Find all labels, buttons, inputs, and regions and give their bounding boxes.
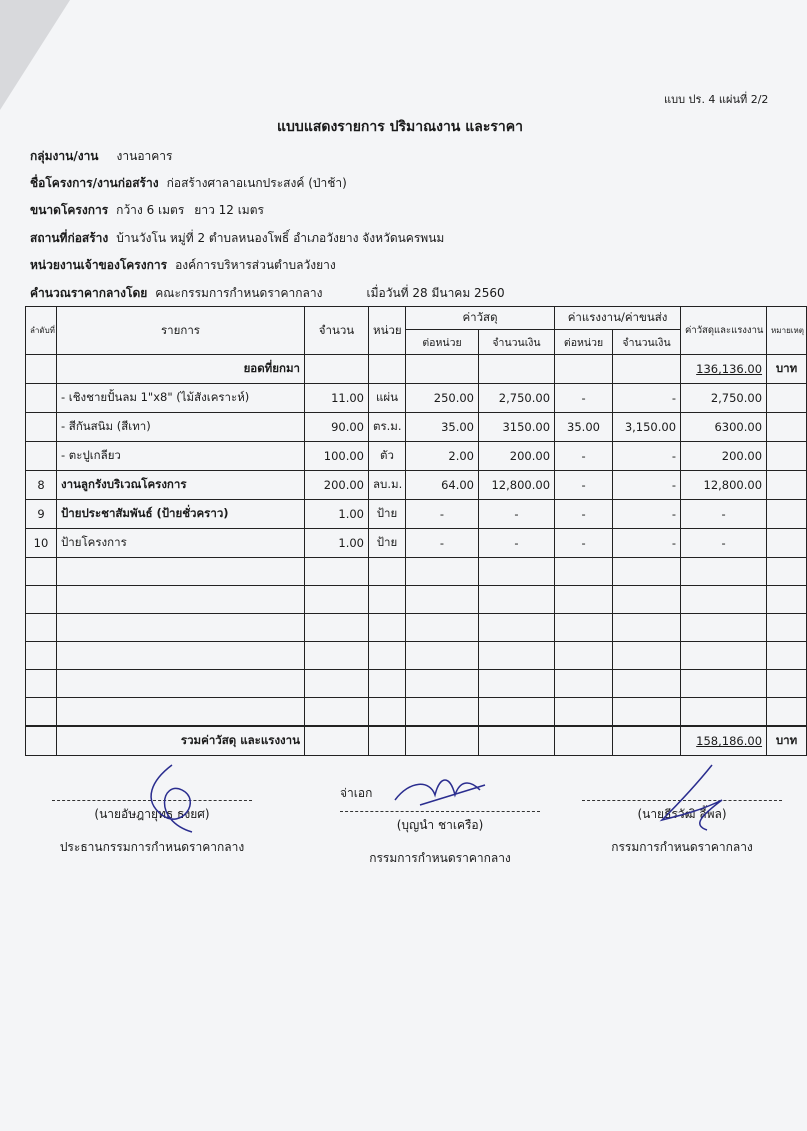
empty-cell xyxy=(479,670,555,698)
empty-cell xyxy=(767,698,807,727)
empty-row xyxy=(26,642,807,670)
empty-cell xyxy=(767,586,807,614)
empty-cell xyxy=(681,586,767,614)
cell-unit: ตร.ม. xyxy=(369,413,406,442)
empty-cell xyxy=(57,670,305,698)
cell-qty: 90.00 xyxy=(305,413,369,442)
size-label: ขนาดโครงการ xyxy=(30,203,109,217)
chairman-name: (นายอัษฎายุทธ ธงยศ) xyxy=(94,807,210,821)
empty-cell xyxy=(369,558,406,586)
cell-m-unit: - xyxy=(406,529,479,558)
empty-cell xyxy=(369,642,406,670)
empty-cell xyxy=(613,642,681,670)
empty-cell xyxy=(57,558,305,586)
empty-cell xyxy=(681,558,767,586)
gt-total: 158,186.00 xyxy=(696,734,763,748)
empty-row xyxy=(26,614,807,642)
site-label: สถานที่ก่อสร้าง xyxy=(30,231,109,245)
gt-label: รวมค่าวัสดุ และแรงงาน xyxy=(57,726,305,756)
info-calc xyxy=(30,284,505,303)
cell-seq: 9 xyxy=(26,500,57,529)
cell-note xyxy=(767,500,807,529)
group-value: งานอาคาร xyxy=(116,149,173,163)
header-labor-per-unit: ต่อหน่วย xyxy=(555,330,613,355)
cell-m-unit: 64.00 xyxy=(406,471,479,500)
info-size xyxy=(30,201,264,220)
cell-l-amount: - xyxy=(613,471,681,500)
empty-cell xyxy=(305,614,369,642)
cell-unit: ป้าย xyxy=(369,529,406,558)
cell-total: - xyxy=(681,500,767,529)
cell-item: - สีกันสนิม (สีเทา) xyxy=(57,413,305,442)
header-item: รายการ xyxy=(57,307,305,355)
table-row xyxy=(26,413,807,442)
gt-blank xyxy=(305,726,369,756)
cell-note xyxy=(767,529,807,558)
bf-l-amount xyxy=(613,355,681,384)
cell-m-unit: 250.00 xyxy=(406,384,479,413)
brought-forward-row xyxy=(26,355,807,384)
calc-date: เมื่อวันที่ 28 มีนาคม 2560 xyxy=(366,286,505,300)
cell-note xyxy=(767,384,807,413)
member1-name: (บุญนำ ชาเครือ) xyxy=(396,818,484,832)
cell-total: - xyxy=(681,529,767,558)
size-length: ยาว 12 เมตร xyxy=(194,203,264,217)
header-labor: ค่าแรงงาน/ค่าขนส่ง xyxy=(555,307,681,330)
empty-cell xyxy=(26,558,57,586)
gt-blank xyxy=(479,726,555,756)
empty-cell xyxy=(26,586,57,614)
empty-cell xyxy=(681,614,767,642)
member1-prefix: จ่าเอก xyxy=(340,786,373,800)
cell-unit: ป้าย xyxy=(369,500,406,529)
empty-cell xyxy=(555,698,613,727)
cell-item: - ตะปูเกลียว xyxy=(57,442,305,471)
bf-unit xyxy=(369,355,406,384)
empty-cell xyxy=(305,558,369,586)
empty-cell xyxy=(681,670,767,698)
calc-value: คณะกรรมการกำหนดราคากลาง xyxy=(155,286,323,300)
owner-value: องค์การบริหารส่วนตำบลวังยาง xyxy=(175,258,336,272)
empty-cell xyxy=(369,698,406,727)
cell-seq: 8 xyxy=(26,471,57,500)
cell-seq xyxy=(26,442,57,471)
empty-cell xyxy=(369,614,406,642)
cell-total: 2,750.00 xyxy=(681,384,767,413)
cell-m-amount: 200.00 xyxy=(479,442,555,471)
empty-cell xyxy=(406,586,479,614)
bf-label: ยอดที่ยกมา xyxy=(57,355,305,384)
signature-scribble-2 xyxy=(390,770,510,820)
cell-l-amount: - xyxy=(613,529,681,558)
table-row xyxy=(26,384,807,413)
gt-blank xyxy=(613,726,681,756)
cell-m-amount: - xyxy=(479,500,555,529)
empty-row xyxy=(26,698,807,727)
bf-total: 136,136.00 xyxy=(696,362,763,376)
empty-row xyxy=(26,558,807,586)
signature-member-2 xyxy=(582,800,782,857)
cell-seq xyxy=(26,413,57,442)
empty-cell xyxy=(479,642,555,670)
header-total: ค่าวัสดุและแรงงาน xyxy=(681,307,767,355)
cell-unit: แผ่น xyxy=(369,384,406,413)
signature-chairman xyxy=(52,800,252,857)
header-labor-amount: จำนวนเงิน xyxy=(613,330,681,355)
table-row xyxy=(26,529,807,558)
bf-note: บาท xyxy=(767,355,807,384)
empty-cell xyxy=(305,586,369,614)
empty-cell xyxy=(369,670,406,698)
empty-cell xyxy=(767,670,807,698)
form-code: แบบ ปร. 4 แผ่นที่ 2/2 xyxy=(664,93,769,106)
empty-cell xyxy=(57,586,305,614)
cell-l-amount: - xyxy=(613,384,681,413)
cell-m-unit: - xyxy=(406,500,479,529)
cell-l-amount: - xyxy=(613,442,681,471)
empty-cell xyxy=(369,586,406,614)
empty-cell xyxy=(57,614,305,642)
table-row xyxy=(26,442,807,471)
cell-l-amount: - xyxy=(613,500,681,529)
header-material-per-unit: ต่อหน่วย xyxy=(406,330,479,355)
calc-label: คำนวณราคากลางโดย xyxy=(30,286,148,300)
cell-m-unit: 2.00 xyxy=(406,442,479,471)
empty-cell xyxy=(26,614,57,642)
cell-unit: ลบ.ม. xyxy=(369,471,406,500)
chairman-role: ประธานกรรมการกำหนดราคากลาง xyxy=(59,840,245,854)
cell-m-unit: 35.00 xyxy=(406,413,479,442)
empty-cell xyxy=(57,642,305,670)
signature-scribble-3 xyxy=(632,760,752,840)
project-value: ก่อสร้างศาลาอเนกประสงค์ (ป่าช้า) xyxy=(166,176,347,190)
empty-cell xyxy=(57,698,305,727)
empty-cell xyxy=(681,698,767,727)
empty-cell xyxy=(555,614,613,642)
empty-cell xyxy=(305,670,369,698)
bf-qty xyxy=(305,355,369,384)
header-note: หมายเหตุ xyxy=(767,307,807,355)
cell-item: ป้ายประชาสัมพันธ์ (ป้ายชั่วคราว) xyxy=(57,500,305,529)
member2-name: (นายธีรวัฒิ ลี้พล) xyxy=(637,807,727,821)
cell-total: 6300.00 xyxy=(681,413,767,442)
empty-cell xyxy=(479,558,555,586)
cell-item: ป้ายโครงการ xyxy=(57,529,305,558)
cell-total: 200.00 xyxy=(681,442,767,471)
cell-note xyxy=(767,413,807,442)
site-value: บ้านวังโน หมู่ที่ 2 ตำบลหนองโพธิ์ อำเภอวังยาง จังหวัดนครพนม xyxy=(116,231,445,245)
cell-item: - เชิงชายปั้นลม 1"x8" (ไม้สังเคราะห์) xyxy=(57,384,305,413)
header-unit: หน่วย xyxy=(369,307,406,355)
empty-cell xyxy=(767,614,807,642)
size-width: กว้าง 6 เมตร xyxy=(116,203,185,217)
empty-row xyxy=(26,670,807,698)
bf-l-unit xyxy=(555,355,613,384)
cell-l-unit: - xyxy=(555,471,613,500)
cell-l-unit: - xyxy=(555,442,613,471)
empty-cell xyxy=(305,642,369,670)
info-owner xyxy=(30,256,336,275)
cell-qty: 100.00 xyxy=(305,442,369,471)
empty-cell xyxy=(406,614,479,642)
bf-seq xyxy=(26,355,57,384)
empty-cell xyxy=(26,698,57,727)
cell-l-unit: - xyxy=(555,384,613,413)
empty-cell xyxy=(479,698,555,727)
cell-note xyxy=(767,471,807,500)
project-label: ชื่อโครงการ/งานก่อสร้าง xyxy=(30,176,159,190)
empty-row xyxy=(26,586,807,614)
cell-m-amount: - xyxy=(479,529,555,558)
info-group xyxy=(30,147,172,166)
empty-cell xyxy=(479,586,555,614)
empty-cell xyxy=(613,698,681,727)
empty-cell xyxy=(26,670,57,698)
info-project xyxy=(30,174,347,193)
cell-l-unit: - xyxy=(555,529,613,558)
document-title: แบบแสดงรายการ ปริมาณงาน และราคา xyxy=(277,119,523,135)
cell-item: งานลูกรังบริเวณโครงการ xyxy=(57,471,305,500)
cell-qty: 1.00 xyxy=(305,500,369,529)
bf-m-amount xyxy=(479,355,555,384)
cell-l-unit: - xyxy=(555,500,613,529)
gt-blank xyxy=(555,726,613,756)
table-row xyxy=(26,471,807,500)
empty-cell xyxy=(613,670,681,698)
table-row xyxy=(26,500,807,529)
bf-m-unit xyxy=(406,355,479,384)
empty-cell xyxy=(767,558,807,586)
cell-qty: 200.00 xyxy=(305,471,369,500)
header-seq: ลำดับที่ xyxy=(26,307,57,355)
empty-cell xyxy=(26,642,57,670)
empty-cell xyxy=(681,642,767,670)
cell-seq xyxy=(26,384,57,413)
empty-cell xyxy=(613,558,681,586)
gt-seq xyxy=(26,726,57,756)
empty-cell xyxy=(767,642,807,670)
info-site xyxy=(30,229,444,248)
empty-cell xyxy=(406,642,479,670)
member1-role: กรรมการกำหนดราคากลาง xyxy=(369,851,511,865)
cell-m-amount: 2,750.00 xyxy=(479,384,555,413)
grand-total-row xyxy=(26,726,807,756)
empty-cell xyxy=(613,614,681,642)
header-material: ค่าวัสดุ xyxy=(406,307,555,330)
gt-blank xyxy=(406,726,479,756)
cell-note xyxy=(767,442,807,471)
price-table xyxy=(25,306,807,756)
member2-role: กรรมการกำหนดราคากลาง xyxy=(611,840,753,854)
owner-label: หน่วยงานเจ้าของโครงการ xyxy=(30,258,168,272)
signature-scribble-1 xyxy=(112,760,232,840)
cell-m-amount: 12,800.00 xyxy=(479,471,555,500)
cell-seq: 10 xyxy=(26,529,57,558)
empty-cell xyxy=(406,670,479,698)
header-qty: จำนวน xyxy=(305,307,369,355)
cell-l-unit: 35.00 xyxy=(555,413,613,442)
empty-cell xyxy=(555,558,613,586)
gt-note: บาท xyxy=(767,726,807,756)
empty-cell xyxy=(406,558,479,586)
cell-unit: ตัว xyxy=(369,442,406,471)
empty-cell xyxy=(555,586,613,614)
cell-l-amount: 3,150.00 xyxy=(613,413,681,442)
empty-cell xyxy=(479,614,555,642)
gt-blank xyxy=(369,726,406,756)
group-label: กลุ่มงาน/งาน xyxy=(30,149,99,163)
cell-m-amount: 3150.00 xyxy=(479,413,555,442)
empty-cell xyxy=(305,698,369,727)
page-corner-fold xyxy=(0,0,70,110)
empty-cell xyxy=(555,670,613,698)
signature-member-1 xyxy=(340,784,540,868)
cell-qty: 11.00 xyxy=(305,384,369,413)
empty-cell xyxy=(613,586,681,614)
empty-cell xyxy=(406,698,479,727)
cell-total: 12,800.00 xyxy=(681,471,767,500)
header-material-amount: จำนวนเงิน xyxy=(479,330,555,355)
empty-cell xyxy=(555,642,613,670)
cell-qty: 1.00 xyxy=(305,529,369,558)
